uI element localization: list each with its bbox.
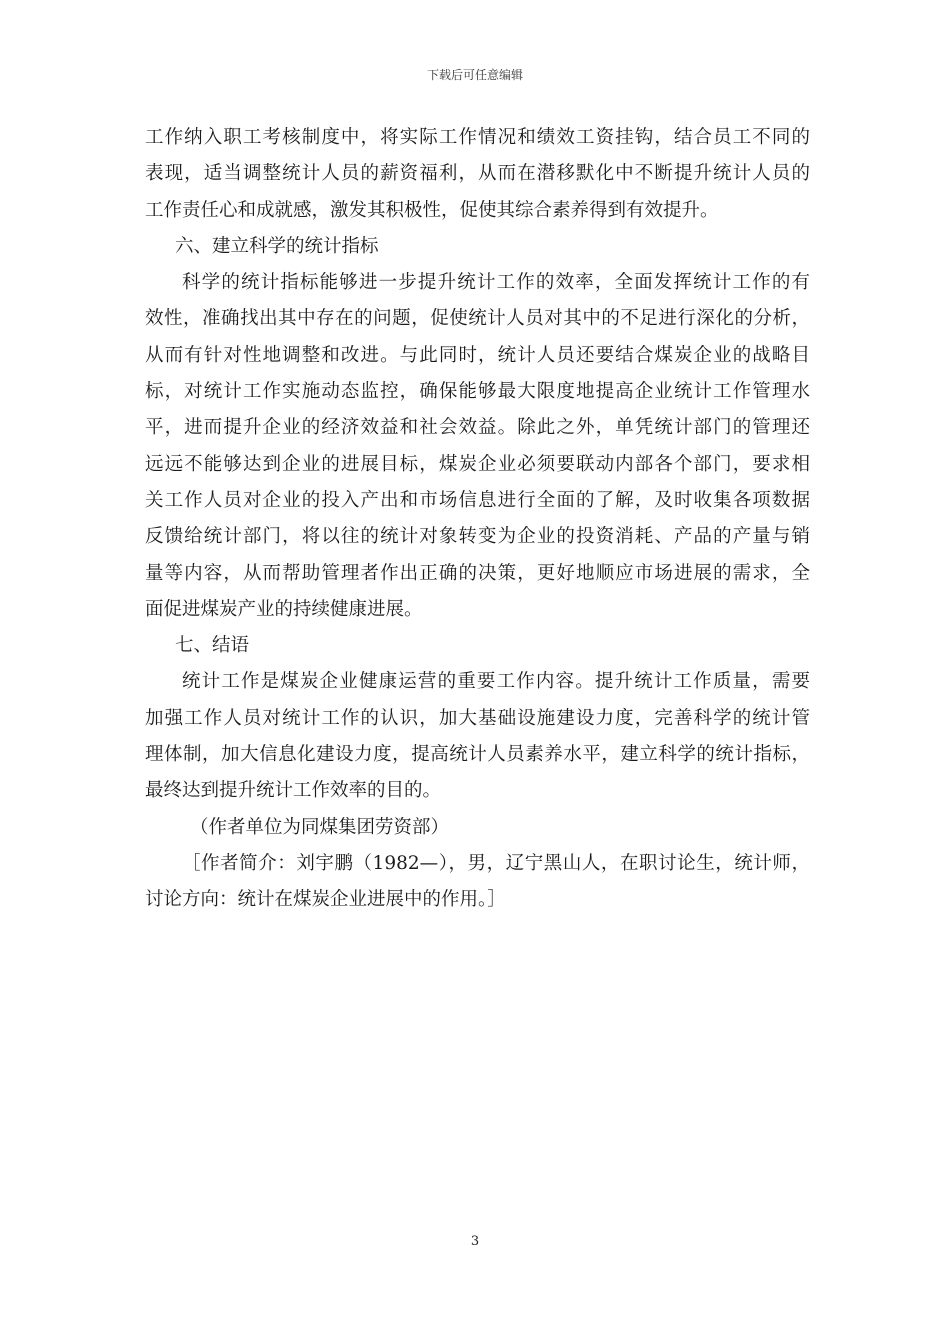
author-bio-line: 讨论方向：统计在煤炭企业进展中的作用。］ [145, 889, 506, 911]
paragraph-line: 科学的统计指标能够进一步提升统计工作的效率，全面发挥统计工作的有 [182, 272, 810, 294]
paragraph-line: 标，对统计工作实施动态监控，确保能够最大限度地提高企业统计工作管理水 [145, 381, 810, 403]
page-header: 下载后可任意编辑 [426, 68, 523, 82]
section-heading: 六、建立科学的统计指标 [175, 235, 379, 257]
paragraph-line: 反馈给统计部门，将以往的统计对象转变为企业的投资消耗、产品的产量与销 [145, 526, 810, 548]
paragraph-line: 加强工作人员对统计工作的认识，加大基础设施建设力度，完善科学的统计管 [145, 707, 810, 729]
section-heading: 七、结语 [175, 635, 250, 657]
paragraph-line: 量等内容，从而帮助管理者作出正确的决策，更好地顺应市场进展的需求，全 [145, 562, 810, 584]
paragraph-line: 最终达到提升统计工作效率的目的。 [145, 780, 442, 802]
paragraph-line: 理体制，加大信息化建设力度，提高统计人员素养水平，建立科学的统计指标， [145, 744, 810, 766]
paragraph-line: 从而有针对性地调整和改进。与此同时，统计人员还要结合煤炭企业的战略目 [145, 344, 810, 366]
paragraph-line: 关工作人员对企业的投入产出和市场信息进行全面的了解，及时收集各项数据 [145, 489, 810, 511]
paragraph-line: 远远不能够达到企业的进展目标，煤炭企业必须要联动内部各个部门，要求相 [145, 453, 810, 475]
page-number: 3 [470, 1234, 480, 1249]
paragraph-line: 表现，适当调整统计人员的薪资福利，从而在潜移默化中不断提升统计人员的 [145, 163, 810, 185]
paragraph-line: 工作责任心和成就感，激发其积极性，促使其综合素养得到有效提升。 [145, 199, 719, 221]
paragraph-line: 面促进煤炭产业的持续健康进展。 [145, 598, 423, 620]
paragraph-line: 效性，准确找出其中存在的问题，促使统计人员对其中的不足进行深化的分析， [145, 308, 810, 330]
author-bio-line: ［作者简介：刘宇鹏（1982—），男，辽宁黑山人，在职讨论生，统计师， [182, 852, 810, 874]
author-affiliation: （作者单位为同煤集团劳资部） [190, 816, 450, 838]
document-body [145, 120, 810, 919]
paragraph-line: 平，进而提升企业的经济效益和社会效益。除此之外，单凭统计部门的管理还 [145, 417, 810, 439]
paragraph-line: 工作纳入职工考核制度中，将实际工作情况和绩效工资挂钩，结合员工不同的 [145, 127, 810, 148]
paragraph-line: 统计工作是煤炭企业健康运营的重要工作内容。提升统计工作质量，需要 [182, 671, 810, 693]
